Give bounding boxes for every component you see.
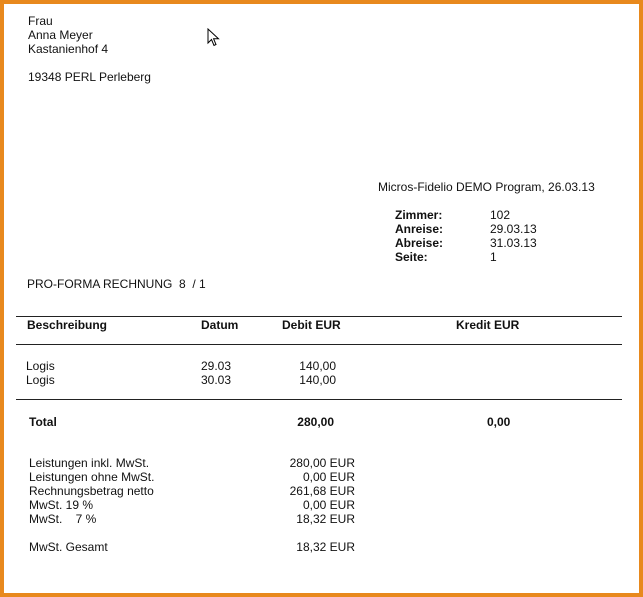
sender-line: Micros-Fidelio DEMO Program, 26.03.13 bbox=[378, 180, 595, 194]
table-row-debit: 140,00 bbox=[299, 373, 336, 387]
summary-label: Leistungen ohne MwSt. bbox=[29, 470, 155, 484]
column-header-date: Datum bbox=[201, 318, 239, 332]
recipient-street: Kastanienhof 4 bbox=[28, 42, 109, 56]
table-row-debit: 140,00 bbox=[299, 359, 336, 373]
table-row-date: 29.03 bbox=[201, 359, 232, 373]
info-label-room: Zimmer: bbox=[395, 208, 443, 222]
table-row-description: Logis bbox=[26, 373, 55, 387]
info-label-arrival: Anreise: bbox=[395, 222, 444, 236]
info-label-departure: Abreise: bbox=[395, 236, 444, 250]
column-header-debit: Debit EUR bbox=[282, 318, 341, 332]
summary-label: MwSt. 19 % bbox=[29, 498, 94, 512]
column-header-credit: Kredit EUR bbox=[456, 318, 520, 332]
header-top-rule bbox=[16, 316, 622, 317]
column-header-description: Beschreibung bbox=[27, 318, 108, 332]
table-row-description: Logis bbox=[26, 359, 55, 373]
info-value-arrival: 29.03.13 bbox=[490, 222, 537, 236]
summary-label: Leistungen inkl. MwSt. bbox=[29, 456, 150, 470]
info-value-room: 102 bbox=[490, 208, 511, 222]
total-top-rule bbox=[16, 399, 622, 400]
recipient-salutation: Frau bbox=[28, 14, 53, 28]
vat-total-label: MwSt. Gesamt bbox=[29, 540, 108, 554]
summary-label: Rechnungsbetrag netto bbox=[29, 484, 154, 498]
invoice-title: PRO-FORMA RECHNUNG 8 / 1 bbox=[27, 277, 206, 291]
info-value-page: 1 bbox=[490, 250, 497, 264]
recipient-name: Anna Meyer bbox=[28, 28, 93, 42]
summary-value: 0,00 EUR bbox=[302, 498, 355, 512]
summary-value: 18,32 EUR bbox=[296, 512, 355, 526]
summary-value: 280,00 EUR bbox=[289, 456, 355, 470]
info-label-page: Seite: bbox=[395, 250, 428, 264]
mouse-pointer-icon bbox=[207, 28, 221, 48]
vat-total-value: 18,32 EUR bbox=[296, 540, 355, 554]
total-label: Total bbox=[29, 415, 57, 429]
summary-label: MwSt. 7 % bbox=[29, 512, 97, 526]
total-credit: 0,00 bbox=[487, 415, 511, 429]
recipient-city: 19348 PERL Perleberg bbox=[28, 70, 151, 84]
total-debit: 280,00 bbox=[297, 415, 334, 429]
table-row-date: 30.03 bbox=[201, 373, 232, 387]
info-value-departure: 31.03.13 bbox=[490, 236, 537, 250]
summary-value: 0,00 EUR bbox=[302, 470, 355, 484]
summary-value: 261,68 EUR bbox=[289, 484, 355, 498]
header-bottom-rule bbox=[16, 344, 622, 345]
